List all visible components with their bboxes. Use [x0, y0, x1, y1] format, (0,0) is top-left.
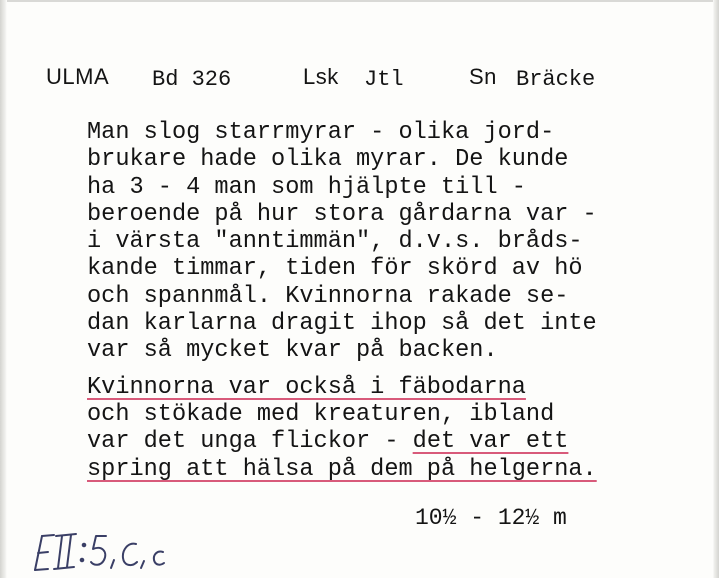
text-line: och spannmål. Kvinnorna rakade se-: [87, 282, 569, 310]
handwritten-classification: [26, 522, 206, 578]
text-line: brukare hade olika myrar. De kunde: [87, 146, 569, 174]
text-line-underlined: [87, 456, 697, 483]
text-line: och stökade med kreaturen, ibland: [87, 400, 555, 428]
socken-label: Sn: [469, 64, 497, 89]
card-right-edge: [713, 0, 719, 578]
text-line-partly-underlined: [87, 428, 697, 455]
text-line: ha 3 - 4 man som hjälpte till -: [87, 173, 526, 201]
underlined-phrase: spring att hälsa på dem på helgerna.: [87, 455, 597, 483]
paragraph-1: [87, 119, 697, 365]
underlined-phrase: det var ett: [412, 428, 569, 456]
card-left-edge: [0, 0, 7, 578]
text-line: kande timmar, tiden för skörd av hö: [87, 255, 583, 283]
text-line: Man slog starrmyrar - olika jord-: [87, 119, 555, 146]
plain-phrase: var det unga flickor -: [87, 428, 413, 456]
landskap-label: Lsk: [303, 64, 339, 89]
volume-number: Bd 326: [152, 67, 232, 92]
underlined-phrase: Kvinnorna var också i fäbodarna: [87, 373, 526, 401]
text-line: var så mycket kvar på backen.: [87, 337, 498, 365]
socken-value: Bräcke: [516, 67, 596, 92]
text-line: beroende på hur stora gårdarna var -: [87, 200, 597, 228]
text-line-underlined: [87, 374, 697, 401]
text-line: i värsta "anntimmän", d.v.s. bråds-: [87, 228, 583, 256]
measurement-range: 10½ - 12½ m: [415, 505, 567, 531]
card-top-edge: [0, 0, 719, 2]
archive-label: ULMA: [46, 64, 110, 89]
text-line: dan karlarna dragit ihop så det inte: [87, 310, 597, 338]
handwritten-classification-mark: [26, 522, 206, 578]
paragraph-2: [87, 374, 697, 483]
record-text: [87, 119, 697, 483]
landskap-value: Jtl: [364, 67, 404, 92]
